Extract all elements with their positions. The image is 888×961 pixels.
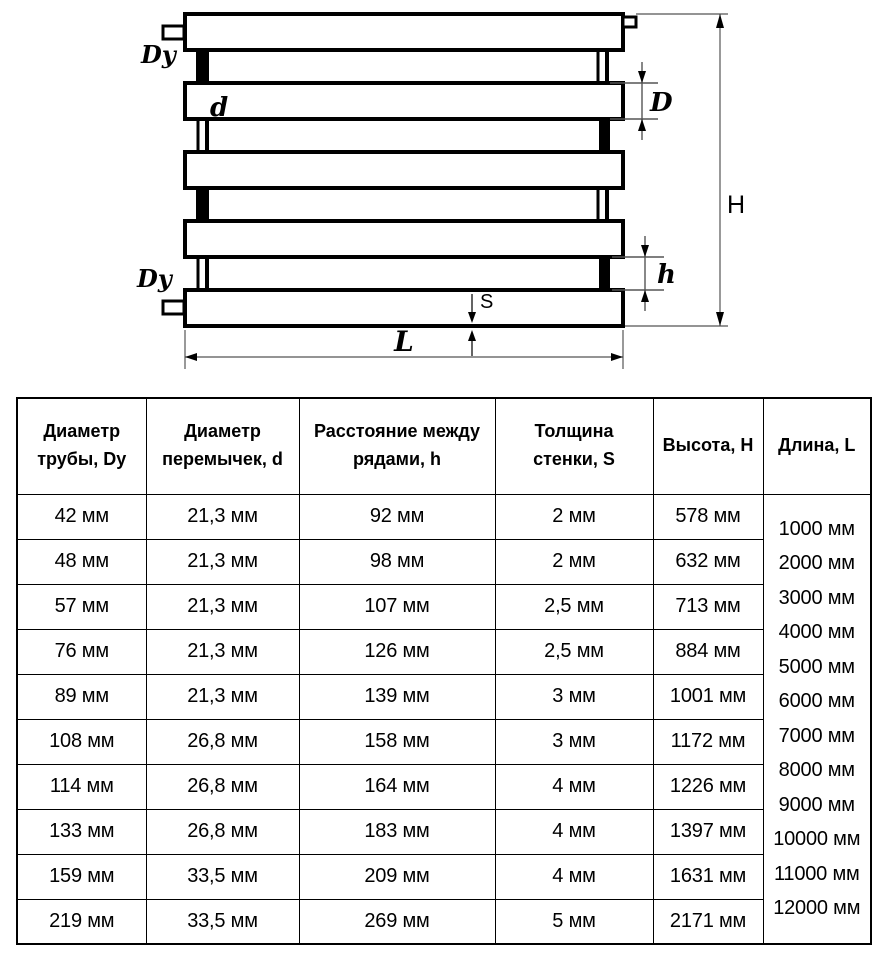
length-option: 4000 мм: [778, 621, 855, 644]
spec-cell: 1226 мм: [653, 764, 763, 809]
spec-cell: 164 мм: [299, 764, 495, 809]
length-option: 9000 мм: [778, 793, 855, 816]
pipe: [207, 119, 607, 152]
nozzle-stub-top-left: [163, 26, 184, 39]
pipe: [185, 290, 623, 326]
spec-cell: 884 мм: [653, 629, 763, 674]
spec-cell: 578 мм: [653, 494, 763, 539]
spec-cell: 21,3 мм: [146, 494, 299, 539]
arrowhead: [468, 330, 476, 341]
arrowhead: [716, 312, 724, 326]
arrowhead: [611, 353, 623, 361]
spec-cell: 4 мм: [495, 809, 653, 854]
pipe: [207, 188, 607, 221]
spec-cell: 139 мм: [299, 674, 495, 719]
header-row: [17, 398, 871, 494]
spec-cell: 219 мм: [17, 899, 146, 944]
length-option: 3000 мм: [778, 586, 855, 609]
spec-table-body: [17, 494, 871, 944]
header-pipe-diameter: Диаметр трубы, Dy: [17, 398, 146, 494]
length-option: 12000 мм: [773, 897, 861, 920]
header-wall-thickness: Толщина стенки, S: [495, 398, 653, 494]
length-option: 6000 мм: [778, 690, 855, 713]
jumper-solid: [599, 257, 610, 290]
spec-cell: 89 мм: [17, 674, 146, 719]
spec-cell: 183 мм: [299, 809, 495, 854]
spec-row: [17, 494, 871, 539]
spec-cell: 92 мм: [299, 494, 495, 539]
spec-cell: 3 мм: [495, 674, 653, 719]
spec-row: [17, 674, 871, 719]
spec-cell: 2 мм: [495, 494, 653, 539]
spec-cell: 48 мм: [17, 539, 146, 584]
arrowhead: [185, 353, 197, 361]
spec-cell: 33,5 мм: [146, 899, 299, 944]
pipe: [207, 50, 607, 83]
spec-table: [16, 397, 872, 945]
label-L: L: [394, 325, 414, 358]
spec-cell: 57 мм: [17, 584, 146, 629]
header-height: Высота, H: [653, 398, 763, 494]
dim-L: [185, 325, 623, 369]
spec-cell: 21,3 мм: [146, 674, 299, 719]
header-row-spacing: Расстояние между рядами, h: [299, 398, 495, 494]
length-option: 5000 мм: [778, 655, 855, 678]
pipe: [185, 152, 623, 188]
label-Dy-top: Dy: [141, 40, 176, 69]
spec-cell: 42 мм: [17, 494, 146, 539]
spec-cell: 33,5 мм: [146, 854, 299, 899]
jumper-solid: [599, 119, 610, 152]
spec-row: [17, 809, 871, 854]
spec-cell: 26,8 мм: [146, 809, 299, 854]
length-option: 7000 мм: [778, 724, 855, 747]
spec-cell: 209 мм: [299, 854, 495, 899]
arrowhead: [716, 14, 724, 28]
arrowhead: [641, 290, 649, 302]
spec-cell: 126 мм: [299, 629, 495, 674]
length-option: 11000 мм: [773, 862, 860, 885]
spec-cell: 2171 мм: [653, 899, 763, 944]
spec-cell: 632 мм: [653, 539, 763, 584]
label-S: S: [480, 291, 494, 313]
length-options-cell: [763, 494, 871, 944]
nozzle-stub-top-right: [623, 17, 636, 27]
spec-cell: 21,3 мм: [146, 629, 299, 674]
arrowhead: [638, 119, 646, 131]
label-D: D: [650, 88, 673, 118]
dim-H: [625, 14, 745, 326]
length-option: 2000 мм: [778, 552, 855, 575]
spec-cell: 26,8 мм: [146, 719, 299, 764]
arrowhead: [638, 71, 646, 83]
spec-cell: 2 мм: [495, 539, 653, 584]
spec-cell: 108 мм: [17, 719, 146, 764]
spec-cell: 3 мм: [495, 719, 653, 764]
spec-cell: 133 мм: [17, 809, 146, 854]
length-option: 10000 мм: [773, 828, 861, 851]
nozzle-stub-bottom-left: [163, 301, 184, 314]
spec-cell: 2,5 мм: [495, 584, 653, 629]
pipe: [185, 221, 623, 257]
spec-row: [17, 854, 871, 899]
label-h: h: [657, 260, 676, 290]
spec-cell: 114 мм: [17, 764, 146, 809]
spec-row: [17, 719, 871, 764]
spec-cell: 269 мм: [299, 899, 495, 944]
spec-cell: 158 мм: [299, 719, 495, 764]
spec-cell: 1631 мм: [653, 854, 763, 899]
header-jumper-diameter: Диаметр перемычек, d: [146, 398, 299, 494]
spec-cell: 2,5 мм: [495, 629, 653, 674]
spec-cell: 5 мм: [495, 899, 653, 944]
length-option: 1000 мм: [778, 517, 855, 540]
label-Dy-bottom: Dy: [137, 264, 172, 293]
spec-cell: 1001 мм: [653, 674, 763, 719]
spec-cell: 98 мм: [299, 539, 495, 584]
spec-row: [17, 629, 871, 674]
spec-row: [17, 539, 871, 584]
spec-cell: 107 мм: [299, 584, 495, 629]
spec-cell: 21,3 мм: [146, 584, 299, 629]
length-option: 8000 мм: [778, 759, 855, 782]
spec-row: [17, 584, 871, 629]
pipe: [207, 257, 607, 290]
header-length: Длина, L: [763, 398, 871, 494]
spec-cell: 713 мм: [653, 584, 763, 629]
register-drawing: [0, 0, 888, 392]
spec-cell: 76 мм: [17, 629, 146, 674]
spec-cell: 1172 мм: [653, 719, 763, 764]
spec-cell: 1397 мм: [653, 809, 763, 854]
spec-row: [17, 764, 871, 809]
spec-cell: 4 мм: [495, 764, 653, 809]
spec-row: [17, 899, 871, 944]
label-d: d: [210, 93, 229, 123]
arrowhead: [641, 245, 649, 257]
pipe: [185, 83, 623, 119]
jumper-solid: [196, 188, 207, 221]
jumper-solid: [196, 50, 207, 83]
spec-cell: 21,3 мм: [146, 539, 299, 584]
spec-cell: 159 мм: [17, 854, 146, 899]
spec-cell: 26,8 мм: [146, 764, 299, 809]
pipe: [185, 14, 623, 50]
label-H: H: [727, 191, 746, 219]
spec-cell: 4 мм: [495, 854, 653, 899]
